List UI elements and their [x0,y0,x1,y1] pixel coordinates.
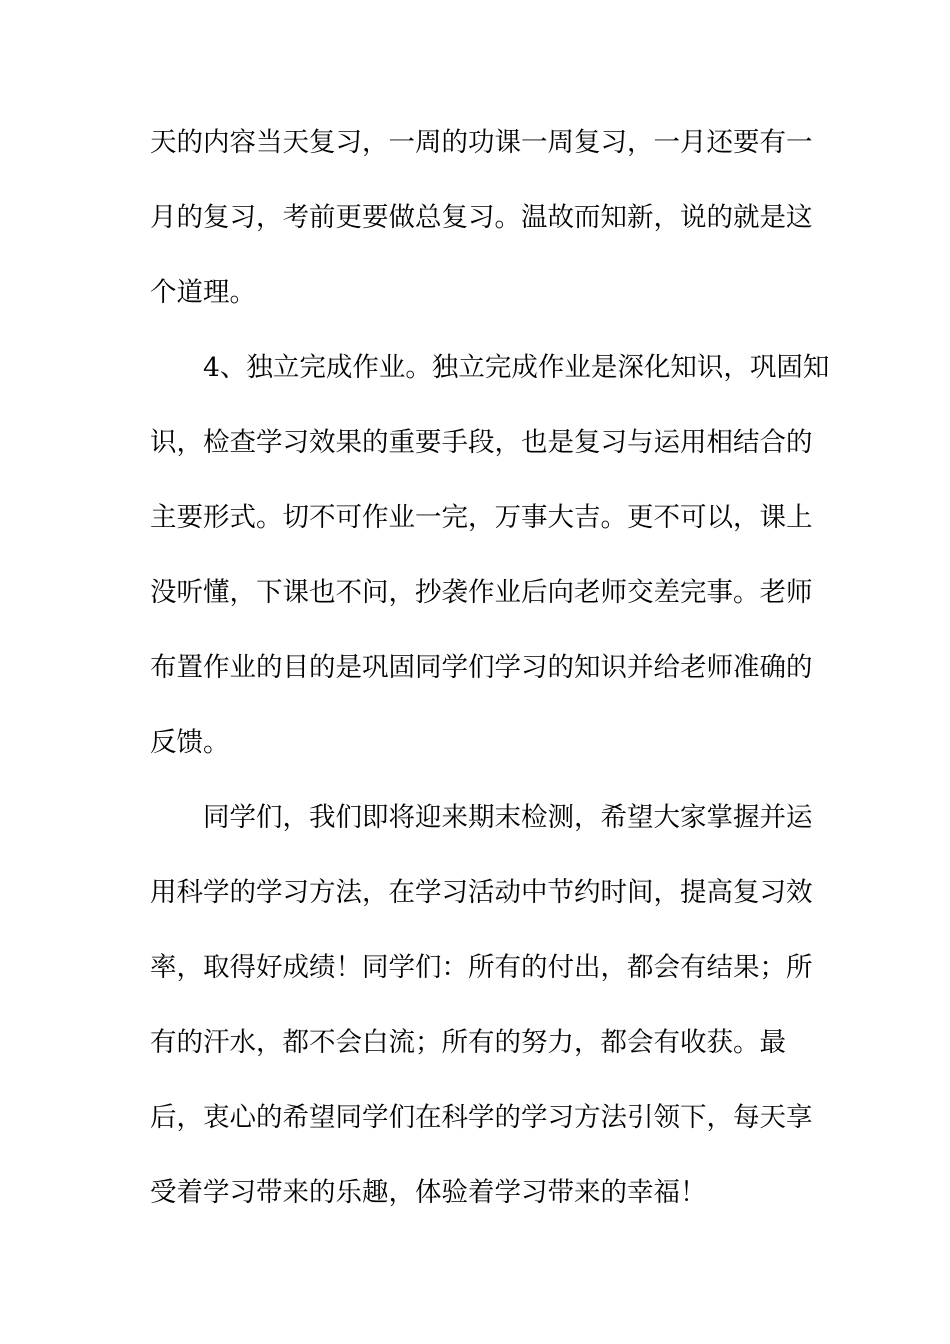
text-line: 识，检查学习效果的重要手段，也是复习与运用相结合的 [150,427,813,458]
document-body [150,121,830,1246]
text-line: 用科学的学习方法，在学习活动中节约时间，提高复习效 [150,877,813,908]
paragraph-review [150,121,813,346]
text-line: 天的内容当天复习，一周的功课一周复习，一月还要有一 [150,127,813,158]
paragraph-closing [150,796,813,1246]
text-line: 后，衷心的希望同学们在科学的学习方法引领下，每天享 [150,1102,813,1133]
text-line: 同学们，我们即将迎来期末检测，希望大家掌握并运 [203,802,813,833]
text-line: 率，取得好成绩！同学们：所有的付出，都会有结果；所 [150,952,813,983]
text-line: 布置作业的目的是巩固同学们学习的知识并给老师准确的 [150,652,813,683]
text-line: 反馈。 [150,727,230,758]
text-line: 受着学习带来的乐趣，体验着学习带来的幸福！ [150,1177,707,1208]
text-line: 主要形式。切不可作业一完，万事大吉。更不可以，课上 [150,502,813,533]
text-line: 4、独立完成作业。独立完成作业是深化知识，巩固知 [203,352,830,383]
text-line: 有的汗水，都不会白流；所有的努力，都会有收获。最 [150,1027,786,1058]
text-line: 个道理。 [150,277,256,308]
paragraph-homework [150,346,830,796]
text-line: 月的复习，考前更要做总复习。温故而知新，说的就是这 [150,202,813,233]
text-line: 没听懂，下课也不问，抄袭作业后向老师交差完事。老师 [150,577,813,608]
